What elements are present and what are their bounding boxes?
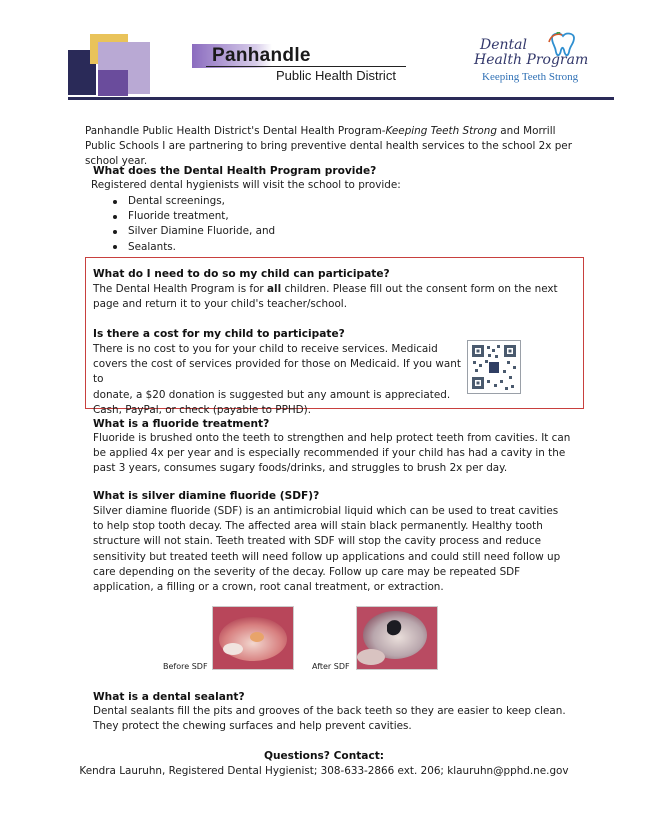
list-item: Silver Diamine Fluoride, and [93,224,393,239]
cost-line: There is no cost to you for your child to receive services. Medicaid [93,343,438,355]
services-list [93,194,393,255]
sdf-text: Silver diamine fluoride (SDF) is an antimicrobial liquid which can be used to treat cavities to help stop tooth decay. The affected area will stain black permanently. Healthy tooth structure will not stain. Teeth treated with SDF will stop the cavity process and reduce sensitivity but treated teeth will need follow up applications and could still need follow up care depending on the severity of the decay. Follow up care may be repeated SDF application, a filling or a crown, root canal treatment, or extraction. [93,505,561,594]
cost-heading: Is there a cost for my child to participate? [93,328,345,340]
fluoride-heading: What is a fluoride treatment? [93,418,270,430]
provide-lead: Registered dental hygienists will visit the school to provide: [91,179,401,191]
sdf-heading: What is silver diamine fluoride (SDF)? [93,490,320,502]
participate-heading: What do I need to do so my child can participate? [93,268,390,280]
participate-text-2: children. Please fill out the consent form on the next page and return it to your child's teacher/school. [93,283,558,311]
intro-text-1: Panhandle Public Health District's Dental Health Program- [85,125,386,137]
before-sdf-caption: Before SDF [163,662,208,671]
org-name: Panhandle [212,45,311,66]
intro-paragraph [85,124,587,170]
provide-heading: What does the Dental Health Program provide? [93,165,377,177]
after-sdf-photo [356,606,438,670]
header-rule [68,97,614,100]
sealant-text: Dental sealants fill the pits and grooves of the back teeth so they are easier to keep clean. They protect the chewing surfaces and help prevent cavities. [93,705,566,733]
after-sdf-caption: After SDF [312,662,350,671]
intro-program-name: Keeping Teeth Strong [385,125,497,137]
program-logo-line2: Health Program [474,52,589,68]
contact-heading: Questions? Contact: [263,750,385,762]
list-item: Fluoride treatment, [93,209,393,224]
cost-text [93,342,463,418]
fluoride-text: Fluoride is brushed onto the teeth to strengthen and help protect teeth from cavities. It can be applied 4x per year and is especially recommended if your child has had a cavity in the past 3 years, consumes sugary foods/drinks, and struggles to brush 2x per day. [93,432,571,475]
program-logo-line1: Dental [480,37,527,53]
cost-line: donate, a $20 donation is suggested but any amount is appreciated. [93,388,451,401]
intro-text-2: and Morrill Public Schools I are partnering to bring preventive dental health services to the school 2x per school year. [85,125,572,168]
list-item: Dental screenings, [93,194,393,209]
sealant-heading: What is a dental sealant? [93,691,245,703]
before-sdf-photo [212,606,294,670]
participate-text-bold: all [267,283,282,295]
contact-line: Kendra Lauruhn, Registered Dental Hygienist; 308-633-2866 ext. 206; klauruhn@pphd.ne.gov [79,765,569,777]
logo-square-purple [98,70,128,96]
org-subtitle: Public Health District [276,68,396,83]
program-logo-tagline: Keeping Teeth Strong [482,71,579,83]
cost-line: covers the cost of services provided for those on Medicaid. If you want to [93,358,461,386]
cost-line: Cash, PayPal, or check (payable to PPHD). [93,403,312,416]
participate-text-1: The Dental Health Program is for [93,283,267,295]
participate-text [93,282,573,312]
list-item: Sealants. [93,240,393,255]
qr-code-icon[interactable] [467,340,521,394]
tooth-icon [548,32,578,58]
